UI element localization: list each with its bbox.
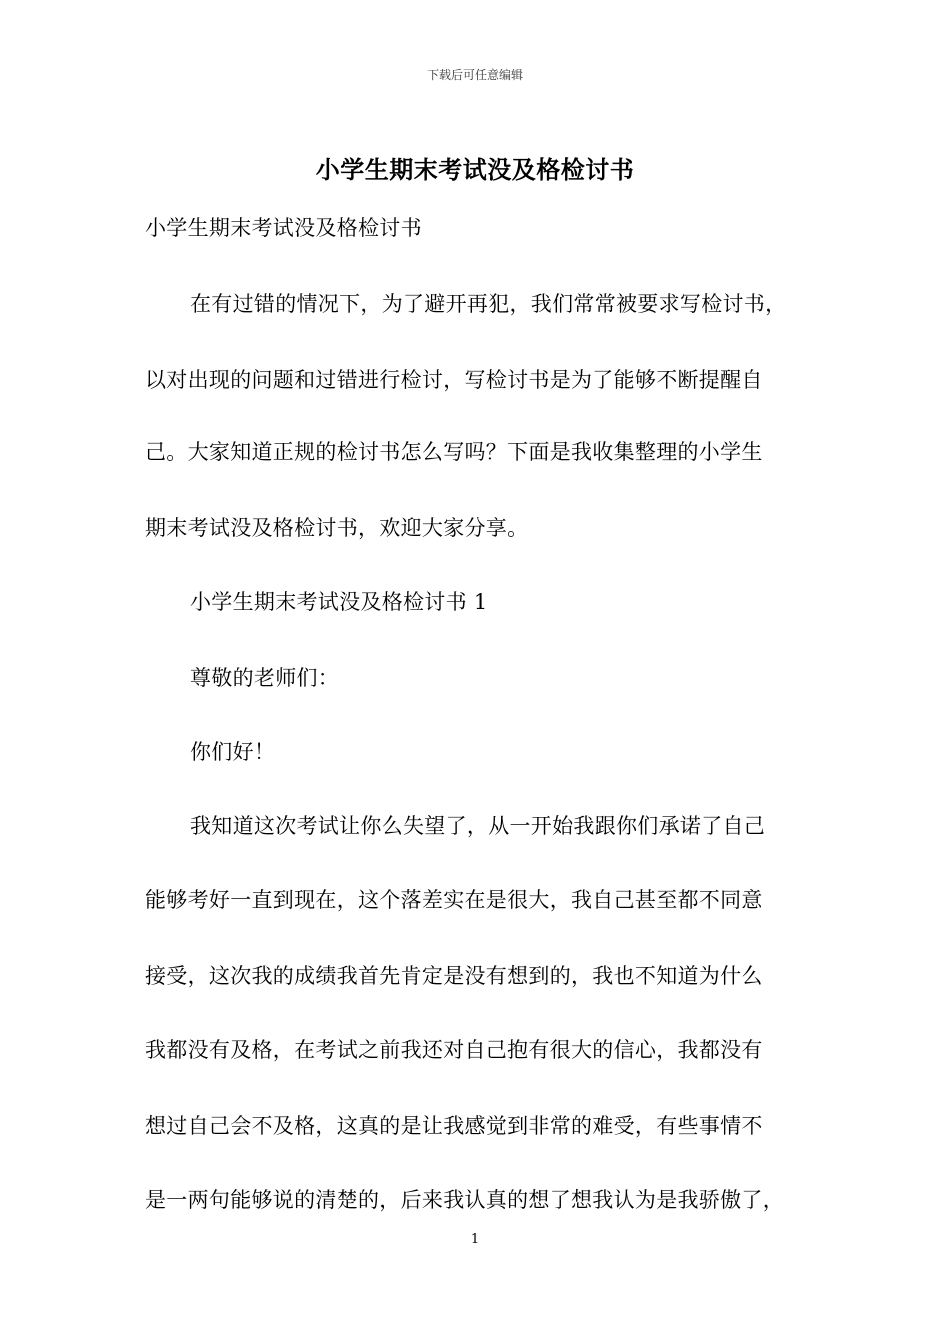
paragraph-line: 我知道这次考试让你么失望了，从一开始我跟你们承诺了自己: [190, 814, 766, 838]
paragraph-line: 我都没有及格，在考试之前我还对自己抱有很大的信心，我都没有: [145, 1038, 763, 1062]
paragraph-line: 期末考试没及格检讨书，欢迎大家分享。: [145, 516, 529, 540]
paragraph-line: 想过自己会不及格，这真的是让我感觉到非常的难受，有些事情不: [145, 1114, 763, 1138]
paragraph-line: 在有过错的情况下，为了避开再犯，我们常常被要求写检讨书，: [190, 292, 787, 316]
document-title: 小学生期末考试没及格检讨书: [315, 155, 635, 184]
paragraph-line: 能够考好一直到现在，这个落差实在是很大，我自己甚至都不同意: [145, 888, 763, 912]
subtitle-line: 小学生期末考试没及格检讨书: [145, 216, 422, 240]
salutation: 尊敬的老师们：: [190, 666, 340, 690]
paragraph-line: 己。大家知道正规的检讨书怎么写吗？下面是我收集整理的小学生: [145, 440, 763, 464]
paragraph-line: 接受，这次我的成绩我首先肯定是没有想到的，我也不知道为什么: [145, 964, 763, 988]
section-heading: 小学生期末考试没及格检讨书 1: [190, 590, 488, 614]
paragraph-line: 是一两句能够说的清楚的，后来我认真的想了想我认为是我骄傲了，: [145, 1188, 784, 1212]
header-note: 下载后可任意编辑: [426, 68, 523, 82]
paragraph-line: 以对出现的问题和过错进行检讨，写检讨书是为了能够不断提醒自: [145, 368, 763, 392]
greeting: 你们好！: [190, 740, 276, 764]
page-number: 1: [470, 1232, 480, 1247]
